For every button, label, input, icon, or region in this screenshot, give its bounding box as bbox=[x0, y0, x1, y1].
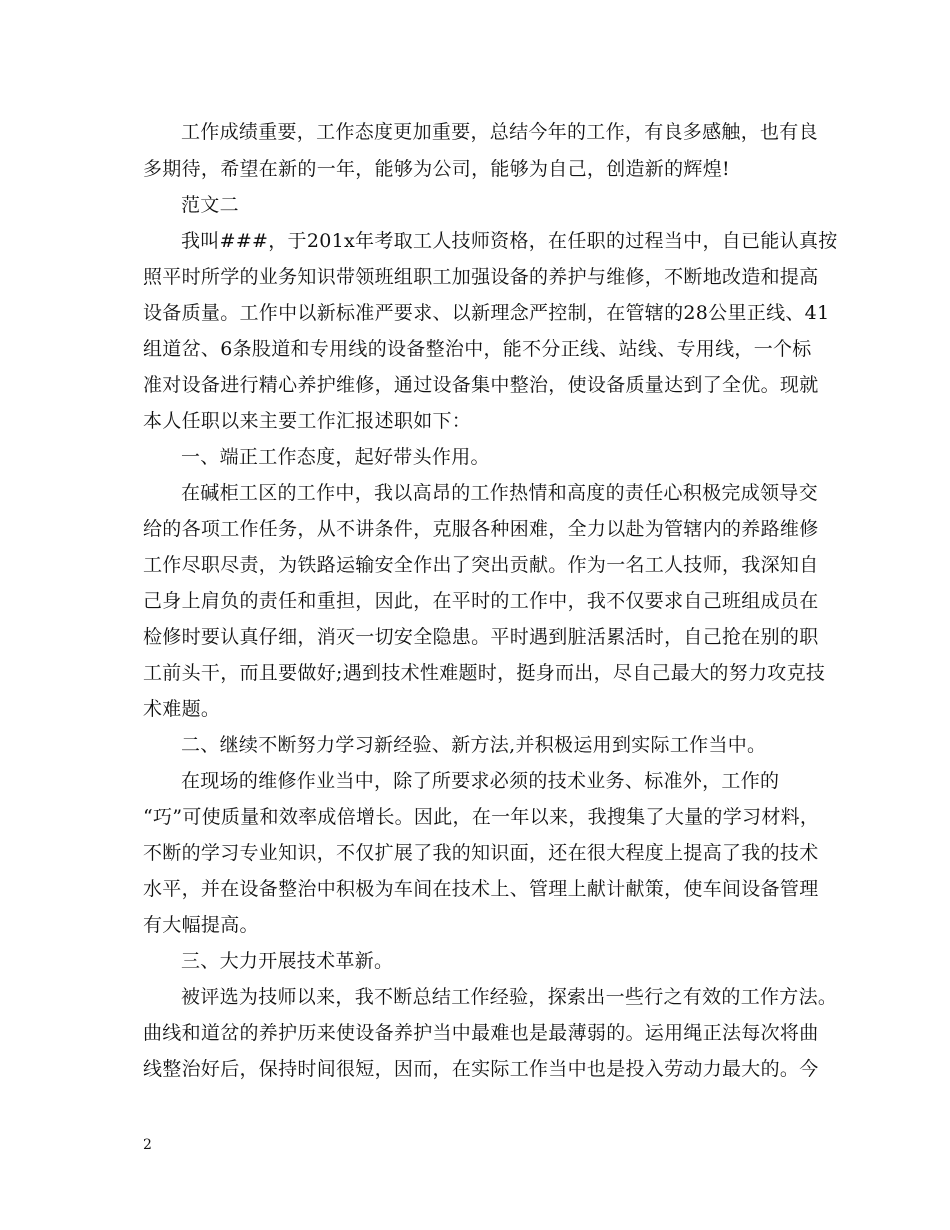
text-line: 给的各项工作任务，从不讲条件，克服各种困难，全力以赴为管辖内的养路维修 bbox=[143, 518, 819, 540]
text-line: 本人任职以来主要工作汇报述职如下： bbox=[143, 410, 472, 432]
text-line: 照平时所学的业务知识带领班组职工加强设备的养护与维修，不断地改造和提高 bbox=[143, 266, 819, 288]
text-line: 线整治好后，保持时间很短，因而，在实际工作当中也是投入劳动力最大的。今 bbox=[143, 1058, 819, 1080]
text-line: 工前头干，而且要做好;遇到技术性难题时，挺身而出，尽自己最大的努力攻克技 bbox=[143, 662, 826, 684]
text-line: 被评选为技师以来，我不断总结工作经验，探索出一些行之有效的工作方法。 bbox=[181, 986, 838, 1008]
text-line: 我叫###，于201x年考取工人技师资格，在任职的过程当中，自已能认真按 bbox=[181, 230, 838, 252]
text-line: 在现场的维修作业当中，除了所要求必须的技术业务、标准外，工作的 bbox=[181, 770, 780, 792]
text-line: 组道岔、6条股道和专用线的设备整治中，能不分正线、站线、专用线，一个标 bbox=[143, 338, 812, 360]
text-line: 己身上肩负的责任和重担，因此，在平时的工作中，我不仅要求自己班组成员在 bbox=[143, 590, 819, 612]
text-line: 不断的学习专业知识，不仅扩展了我的知识面，还在很大程度上提高了我的技术 bbox=[143, 842, 819, 864]
text-line: 多期待，希望在新的一年，能够为公司，能够为自己，创造新的辉煌! bbox=[143, 158, 730, 180]
text-line: 设备质量。工作中以新标准严要求、以新理念严控制，在管辖的28公里正线、41 bbox=[143, 302, 830, 324]
text-line: 水平，并在设备整治中积极为车间在技术上、管理上献计献策，使车间设备管理 bbox=[143, 878, 819, 900]
section-heading: 三、大力开展技术革新。 bbox=[181, 950, 394, 972]
text-line: 准对设备进行精心养护维修，通过设备集中整治，使设备质量达到了全优。现就 bbox=[143, 374, 819, 396]
text-line: 工作尽职尽责，为铁路运输安全作出了突出贡献。作为一名工人技师，我深知自 bbox=[143, 554, 819, 576]
text-line: 曲线和道岔的养护历来使设备养护当中最难也是最薄弱的。运用绳正法每次将曲 bbox=[143, 1022, 819, 1044]
text-line: 术难题。 bbox=[143, 698, 221, 720]
text-line: 工作成绩重要，工作态度更加重要，总结今年的工作，有良多感触，也有良 bbox=[181, 121, 818, 143]
section-heading: 范文二 bbox=[181, 194, 239, 216]
section-heading: 二、继续不断努力学习新经验、新方法,并积极运用到实际工作当中。 bbox=[181, 734, 767, 756]
text-line: 有大幅提高。 bbox=[143, 914, 259, 936]
text-line: “巧”可使质量和效率成倍增长。因此，在一年以来，我搜集了大量的学习材料， bbox=[143, 806, 820, 828]
section-heading: 一、端正工作态度，起好带头作用。 bbox=[181, 446, 490, 468]
text-line: 检修时要认真仔细，消灭一切安全隐患。平时遇到脏活累活时，自己抢在别的职 bbox=[143, 626, 819, 648]
page-number: 2 bbox=[143, 1137, 152, 1153]
text-line: 在碱柜工区的工作中，我以高昂的工作热情和高度的责任心积极完成领导交 bbox=[181, 482, 818, 504]
